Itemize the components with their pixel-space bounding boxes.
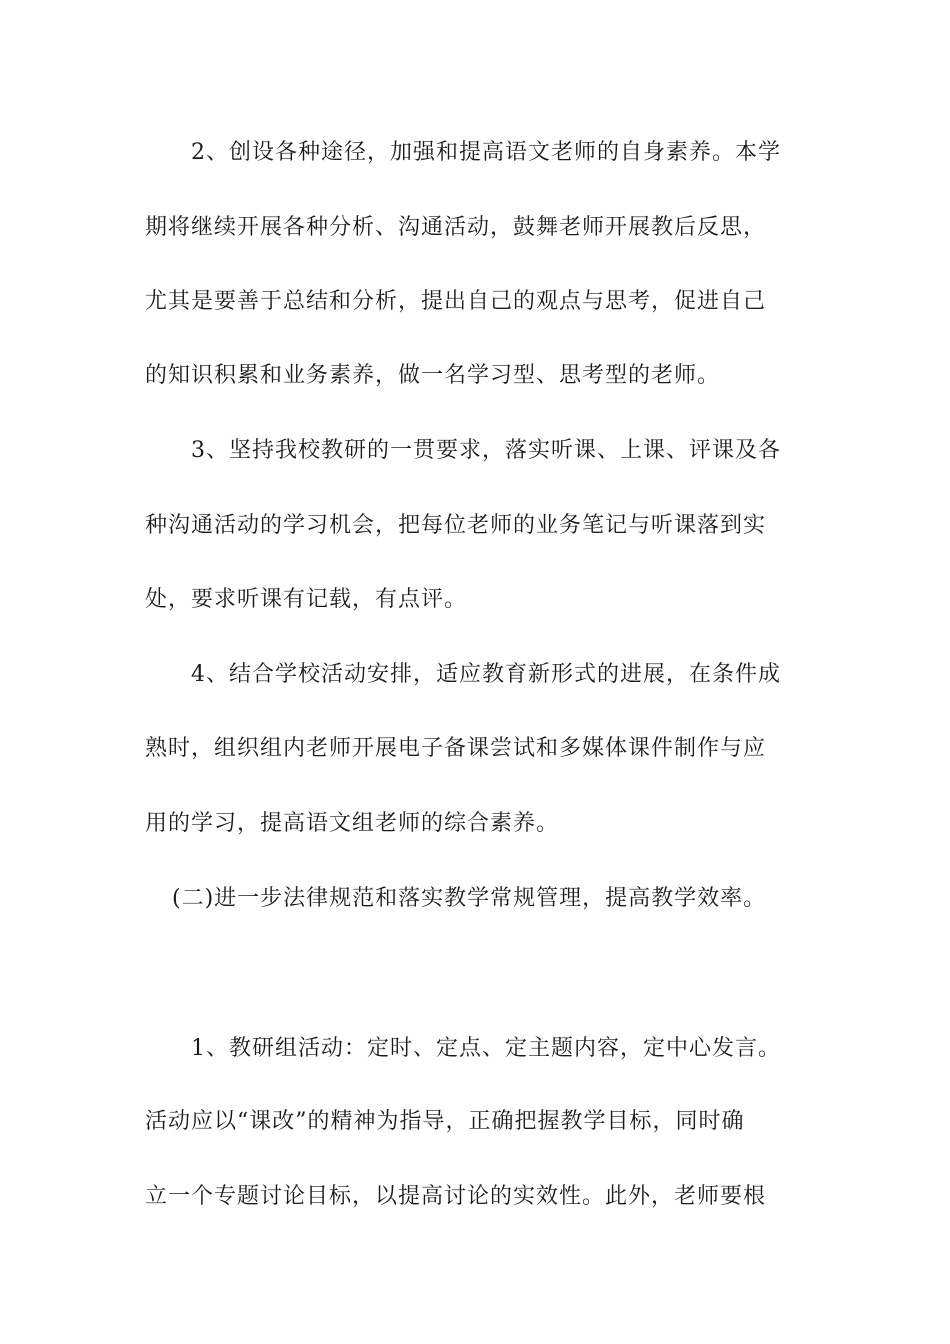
- paragraph-4-line-3: 用的学习，提高语文组老师的综合素养。: [145, 811, 560, 836]
- paragraph-2-line-4: 的知识积累和业务素养，做一名学习型、思考型的老师。: [145, 363, 721, 388]
- paragraph-2-line-3: 尤其是要善于总结和分析，提出自己的观点与思考，促进自己: [145, 289, 767, 314]
- paragraph-2-line-2: 期将继续开展各种分析、沟通活动，鼓舞老师开展教后反思，: [145, 215, 767, 240]
- paragraph-3-line-3: 处，要求听课有记载，有点评。: [145, 587, 468, 612]
- paragraph-4-line-2: 熟时，组织组内老师开展电子备课尝试和多媒体课件制作与应: [145, 736, 767, 761]
- paragraph-3-line-2: 种沟通活动的学习机会，把每位老师的业务笔记与听课落到实: [145, 513, 767, 538]
- paragraph-3-line-1: 3、坚持我校教研的一贯要求，落实听课、上课、评课及各: [191, 438, 781, 463]
- paragraph-5-line-2: 活动应以“课改”的精神为指导，正确把握教学目标，同时确: [145, 1109, 745, 1134]
- paragraph-5-line-1: 1、教研组活动：定时、定点、定主题内容，定中心发言。: [191, 1036, 781, 1061]
- section-heading: (二)进一步法律规范和落实教学常规管理，提高教学效率。: [172, 886, 767, 911]
- paragraph-4-line-1: 4、结合学校活动安排，适应教育新形式的进展，在条件成: [191, 662, 781, 687]
- paragraph-2-line-1: 2、创设各种途径，加强和提高语文老师的自身素养。本学: [191, 140, 781, 165]
- paragraph-5-line-3: 立一个专题讨论目标，以提高讨论的实效性。此外，老师要根: [145, 1184, 767, 1209]
